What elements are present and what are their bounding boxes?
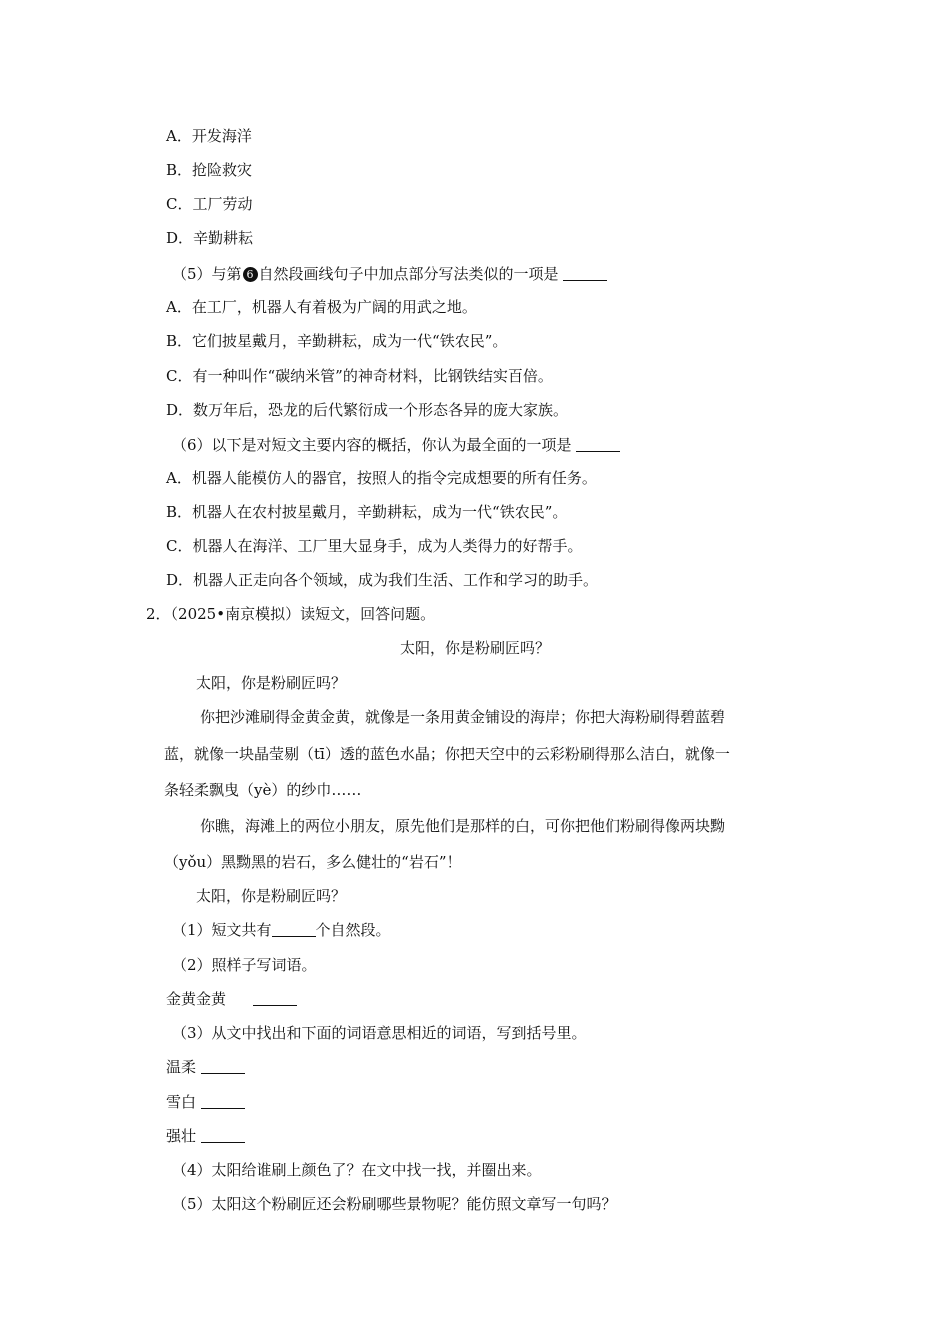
passage-paragraph: （yǒu）黑黝黑的岩石，多么健壮的“岩石”！ <box>164 853 462 871</box>
sub-question-6 <box>172 435 620 455</box>
option-b: B．抢险救灾 <box>166 161 253 179</box>
option-d: D．辛勤耕耘 <box>166 229 254 247</box>
q5-prefix: （5）与第 <box>172 265 242 283</box>
word-row <box>166 1092 245 1112</box>
sub-question-4: （4）太阳给谁刷上颜色了？在文中找一找，并圈出来。 <box>172 1161 542 1179</box>
question-2-header: 2．（2025•南京模拟）读短文，回答问题。 <box>146 605 436 623</box>
passage-paragraph: 蓝，就像一块晶莹剔（tī）透的蓝色水晶；你把天空中的云彩粉刷得那么洁白，就像一 <box>164 745 730 763</box>
passage-paragraph: 你把沙滩刷得金黄金黄，就像是一条用黄金铺设的海岸；你把大海粉刷得碧蓝碧 <box>200 708 726 726</box>
option-a: A．开发海洋 <box>166 127 252 145</box>
word-row <box>166 1126 245 1146</box>
q6-option-d: D．机器人正走向各个领域，成为我们生活、工作和学习的助手。 <box>166 571 599 589</box>
word-row <box>166 1057 245 1077</box>
word-label: 雪白 <box>166 1093 197 1111</box>
sub-question-1 <box>172 920 391 940</box>
answer-blank[interactable] <box>201 1094 245 1109</box>
circled-number-icon: 6 <box>243 267 258 282</box>
q5-option-c: C．有一种叫作“碳纳米管”的神奇材料，比钢铁结实百倍。 <box>166 367 553 385</box>
answer-blank[interactable] <box>576 437 620 452</box>
sub-question-5b: （5）太阳这个粉刷匠还会粉刷哪些景物呢？能仿照文章写一句吗？ <box>172 1195 617 1213</box>
option-c: C．工厂劳动 <box>166 195 253 213</box>
word-label: 温柔 <box>166 1058 197 1076</box>
q6-option-c: C．机器人在海洋、工厂里大显身手，成为人类得力的好帮手。 <box>166 537 583 555</box>
passage-paragraph: 你瞧，海滩上的两位小朋友，原先他们是那样的白，可你把他们粉刷得像两块黝 <box>200 817 726 835</box>
answer-blank[interactable] <box>272 922 316 937</box>
q5-option-b: B．它们披星戴月，辛勤耕耘，成为一代“铁农民”。 <box>166 332 508 350</box>
q6-option-a: A．机器人能模仿人的器官，按照人的指令完成想要的所有任务。 <box>166 469 597 487</box>
q5-option-a: A．在工厂，机器人有着极为广阔的用武之地。 <box>166 298 477 316</box>
answer-blank[interactable] <box>253 991 297 1006</box>
q5-suffix: 自然段画线句子中加点部分写法类似的一项是 <box>258 265 559 283</box>
word-example-row <box>166 989 297 1009</box>
answer-blank[interactable] <box>201 1059 245 1074</box>
q6-option-b: B．机器人在农村披星戴月，辛勤耕耘，成为一代“铁农民”。 <box>166 503 568 521</box>
sub-question-2: （2）照样子写词语。 <box>172 956 317 974</box>
passage-paragraph: 条轻柔飘曳（yè）的纱巾…… <box>164 781 362 799</box>
s1-suffix: 个自然段。 <box>315 921 391 939</box>
word-label: 强壮 <box>166 1127 197 1145</box>
passage-paragraph: 太阳，你是粉刷匠吗？ <box>196 674 347 692</box>
answer-blank[interactable] <box>201 1128 245 1143</box>
example-word: 金黄金黄 <box>166 990 227 1008</box>
answer-blank[interactable] <box>563 266 607 281</box>
sub-question-3: （3）从文中找出和下面的词语意思相近的词语，写到括号里。 <box>172 1024 587 1042</box>
sub-question-5 <box>172 264 607 284</box>
s1-prefix: （1）短文共有 <box>172 921 272 939</box>
passage-paragraph: 太阳，你是粉刷匠吗？ <box>196 887 347 905</box>
q6-text: （6）以下是对短文主要内容的概括，你认为最全面的一项是 <box>172 436 572 454</box>
passage-title: 太阳，你是粉刷匠吗？ <box>399 639 550 657</box>
q5-option-d: D．数万年后，恐龙的后代繁衍成一个形态各异的庞大家族。 <box>166 401 569 419</box>
